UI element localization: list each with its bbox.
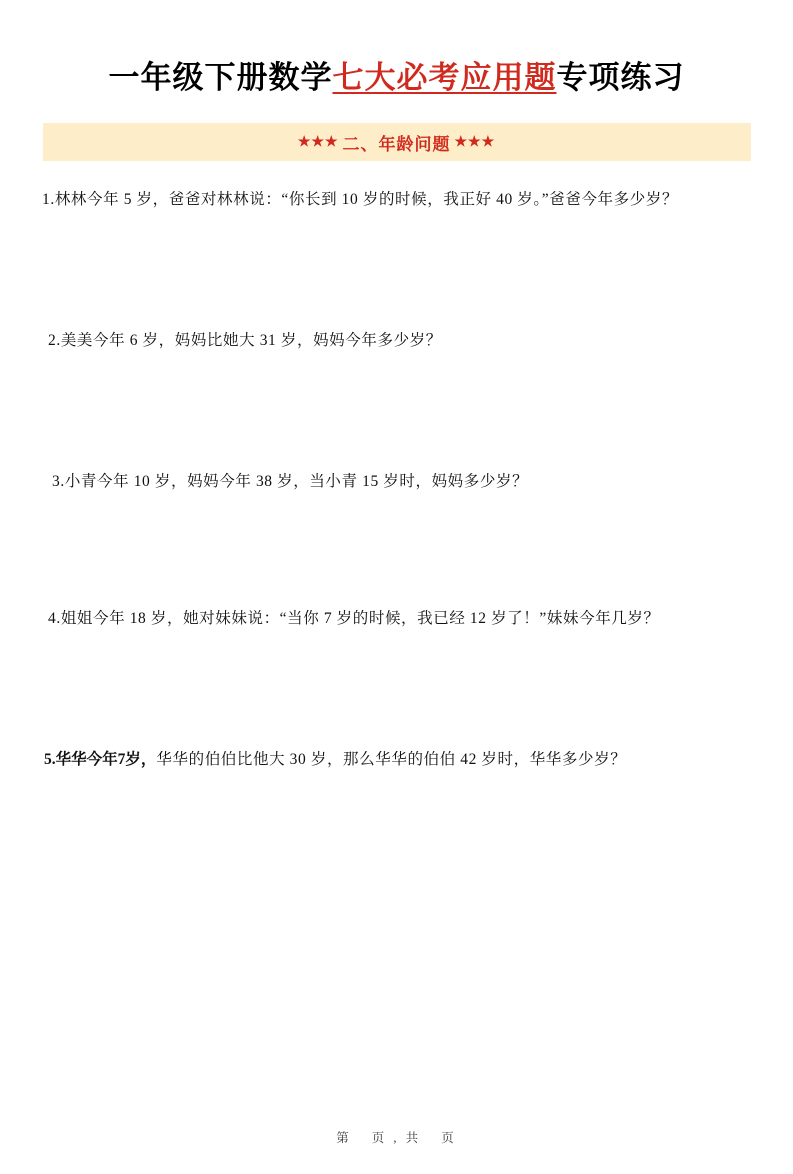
problem-list <box>40 183 753 776</box>
section-banner-inner <box>298 130 495 155</box>
section-banner <box>43 123 751 161</box>
problem-text-1: 林林今年 5 岁，爸爸对林林说：“你长到 10 岁的时候，我正好 40 岁。”爸爸今年多少岁？ <box>54 191 679 208</box>
problem-number-5: 5. <box>44 751 56 768</box>
star-decoration-left: ★★★ <box>297 134 339 150</box>
page-footer <box>0 1128 793 1146</box>
problem-number-4: 4. <box>48 610 61 627</box>
footer-page-label: 页 , 共 <box>371 1131 422 1145</box>
problem-item-1 <box>40 183 753 216</box>
worksheet-page <box>0 52 793 1174</box>
footer-prefix: 第 <box>336 1131 352 1145</box>
problem-text-2: 美美今年 6 岁，妈妈比她大 31 岁，妈妈今年多少岁？ <box>60 332 442 349</box>
problem-item-5 <box>40 743 753 776</box>
problem-number-1: 1. <box>42 191 55 208</box>
problem-item-3 <box>40 465 753 498</box>
star-decoration-right: ★★★ <box>454 134 496 150</box>
footer-suffix: 页 <box>441 1131 457 1145</box>
page-title <box>40 52 753 97</box>
problem-text-3: 小青今年 10 岁，妈妈今年 38 岁，当小青 15 岁时，妈妈多少岁？ <box>64 473 529 490</box>
title-part-3: 专项练习 <box>556 60 685 95</box>
problem-item-2 <box>40 324 753 357</box>
problem-number-3: 3. <box>52 473 65 490</box>
title-part-2-highlight: 七大必考应用题 <box>332 60 557 95</box>
problem-item-4 <box>40 602 753 635</box>
title-part-1: 一年级下册数学 <box>108 60 333 95</box>
problem-number-2: 2. <box>48 332 61 349</box>
problem-text-4: 姐姐今年 18 岁，她对妹妹说：“当你 7 岁的时候，我已经 12 岁了！”妹妹今年几岁？ <box>60 610 660 627</box>
problem-text-5: 华华的伯伯比他大 30 岁，那么华华的伯伯 42 岁时，华华多少岁？ <box>156 751 627 768</box>
problem-lead-5: 华华今年7岁， <box>55 751 157 768</box>
section-banner-label: 二、年龄问题 <box>342 134 451 154</box>
